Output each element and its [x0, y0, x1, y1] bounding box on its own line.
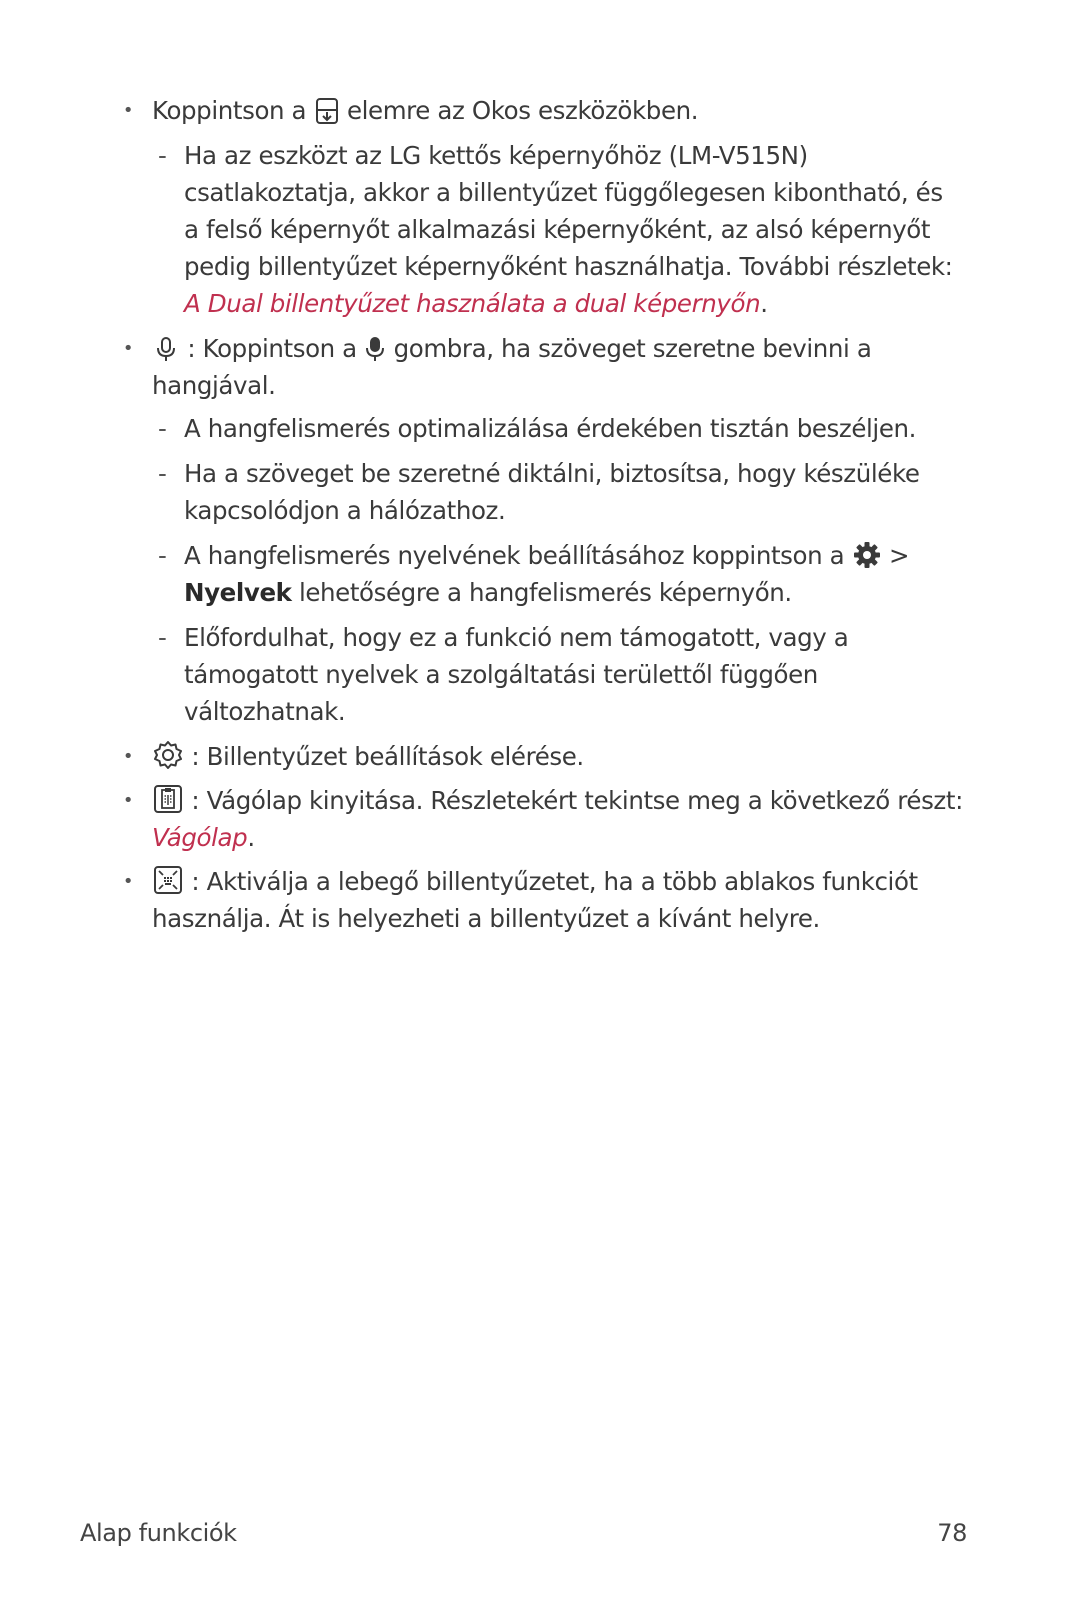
list-item-text: hangjával. — [152, 371, 276, 400]
text-line — [0, 211, 1067, 249]
list-item-text: használja. Át is helyezheti a billentyűzet a kívánt helyre. — [152, 904, 820, 933]
sub-item-text — [184, 285, 768, 323]
sub-list-item — [0, 455, 1067, 493]
text-line — [0, 819, 1067, 857]
page-number: 78 — [937, 1519, 967, 1547]
list-item-text — [152, 819, 255, 857]
text-line — [0, 574, 1067, 612]
gear-outline-icon — [152, 739, 184, 782]
text-span: Koppintson a — [152, 96, 307, 125]
clipboard-link[interactable]: Vágólap — [152, 823, 248, 852]
bullet: • — [122, 100, 134, 121]
text-span: : Koppintson a — [187, 334, 357, 363]
text-span: . — [247, 823, 255, 852]
dash: - — [158, 414, 167, 443]
sub-list-item — [0, 619, 1067, 657]
text-line — [0, 492, 1067, 530]
sub-list-item — [0, 410, 1067, 448]
sub-item-text: Előfordulhat, hogy ez a funkció nem támogatott, vagy a — [184, 623, 849, 652]
sub-item-text: pedig billentyűzet képernyőként használhatja. További részletek: — [184, 252, 953, 281]
text-line — [0, 693, 1067, 731]
text-line — [0, 367, 1067, 405]
text-line — [0, 285, 1067, 323]
list-item-text — [152, 92, 698, 136]
list-item — [0, 738, 1067, 776]
languages-menu-label: Nyelvek — [184, 578, 292, 607]
text-span: : Aktiválja a lebegő billentyűzetet, ha a több ablakos funkciót — [191, 867, 918, 896]
sub-item-text: Ha az eszközt az LG kettős képernyőhöz (LM-V515N) — [184, 141, 808, 170]
sub-item-text: kapcsolódjon a hálózathoz. — [184, 496, 506, 525]
text-line — [0, 248, 1067, 286]
bullet: • — [122, 746, 134, 767]
text-line — [0, 900, 1067, 938]
sub-item-text — [184, 574, 792, 612]
bullet: • — [122, 871, 134, 892]
dash: - — [158, 141, 167, 170]
sub-item-text: A hangfelismerés optimalizálása érdekében tisztán beszéljen. — [184, 414, 917, 443]
sub-item-text: a felső képernyőt alkalmazási képernyőként, az alsó képernyőt — [184, 215, 931, 244]
sub-item-text: változhatnak. — [184, 697, 346, 726]
arrow-separator: > — [889, 541, 910, 570]
text-span: . — [760, 289, 768, 318]
list-item-text — [152, 738, 584, 782]
list-item — [0, 92, 1067, 130]
sub-item-text: támogatott nyelvek a szolgáltatási területtől függően — [184, 660, 818, 689]
footer-section-title: Alap funkciók — [80, 1519, 237, 1547]
text-span: gombra, ha szöveget szeretne bevinni a — [393, 334, 872, 363]
list-item — [0, 330, 1067, 368]
sub-list-item — [0, 137, 1067, 175]
list-item — [0, 782, 1067, 820]
text-line — [0, 656, 1067, 694]
dual-keyboard-link[interactable]: A Dual billentyűzet használata a dual képernyőn — [184, 289, 761, 318]
bullet: • — [122, 338, 134, 359]
bullet: • — [122, 790, 134, 811]
list-item — [0, 863, 1067, 901]
text-span: : Billentyűzet beállítások elérése. — [191, 742, 584, 771]
dash: - — [158, 459, 167, 488]
sub-list-item — [0, 537, 1067, 575]
text-span: lehetőségre a hangfelismerés képernyőn. — [298, 578, 792, 607]
text-span: : Vágólap kinyitása. Részletekért tekintse meg a következő részt: — [191, 786, 963, 815]
dual-screen-keyboard-icon — [314, 97, 340, 136]
text-span: A hangfelismerés nyelvének beállításához koppintson a — [184, 541, 845, 570]
text-span: elemre az Okos eszközökben. — [346, 96, 699, 125]
sub-item-text: Ha a szöveget be szeretné diktálni, biztosítsa, hogy készüléke — [184, 459, 920, 488]
text-line — [0, 174, 1067, 212]
dash: - — [158, 541, 167, 570]
dash: - — [158, 623, 167, 652]
sub-item-text: csatlakoztatja, akkor a billentyűzet függőlegesen kibontható, és — [184, 178, 943, 207]
